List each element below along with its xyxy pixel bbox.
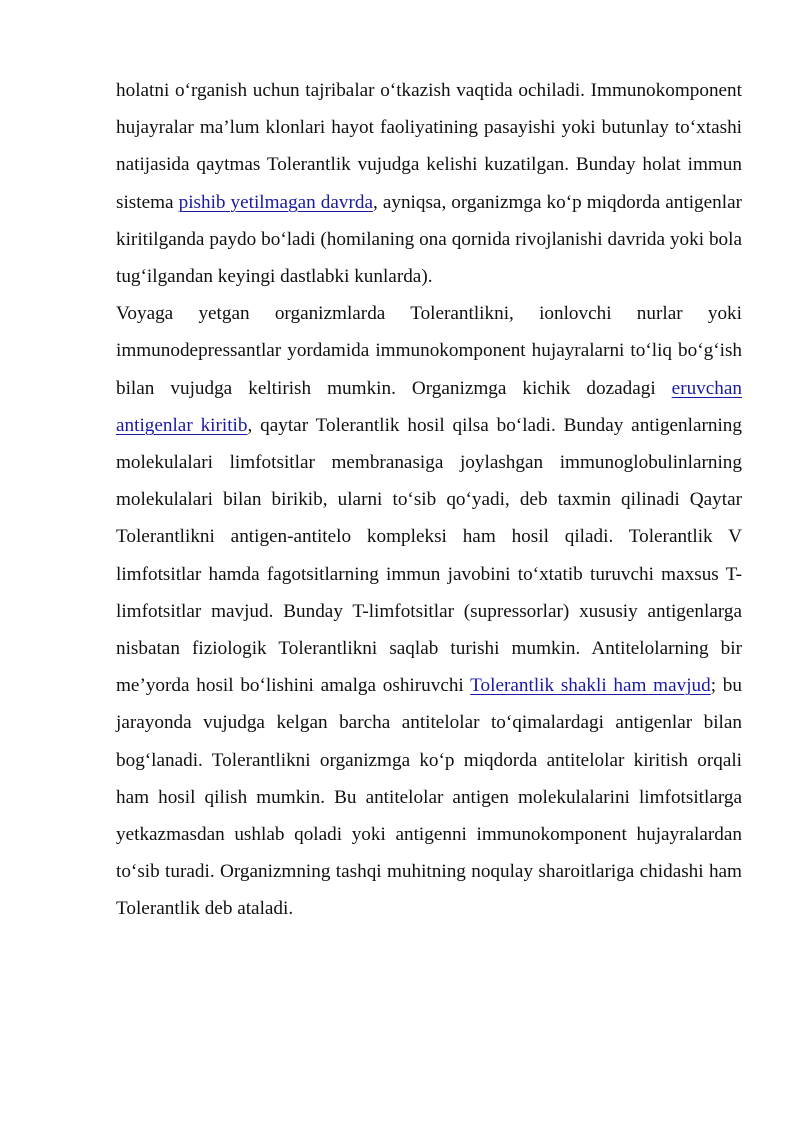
paragraph-2-text-3: ; bu jarayonda vujudga kelgan barcha antitelolar to‘qimalardagi antigenlar bilan bog‘lanadi. Tolerantlikni organizmga ko‘p miqdorda antitelolar kiritish orqali ham hosil qilish mumkin. Bu antitelolar antigen molekulalarini limfotsitlarga yetkazmasdan ushlab qoladi yoki antigenni immunokomponent hujayralardan to‘sib turadi. Organizmning tashqi muhitning noqulay sharoitlariga chidashi ham Tolerantlik deb ataladi. <box>116 675 742 920</box>
paragraph-2 <box>116 295 742 927</box>
paragraph-1-text-1: holatni o‘rganish uchun tajribalar o‘tkazish vaqtida ochiladi. Immunokomponent hujayralar ma’lum klonlari hayot faoliyatining pasayishi yoki butunlay to‘xtashi natijasida qaytmas Tolerantlik vujudga kelishi kuzatilgan. Bunday holat immun sistema <box>116 80 742 213</box>
link-pishib-yetilmagan-davrda[interactable]: pishib yetilmagan davrda <box>178 191 374 213</box>
document-page <box>116 72 742 928</box>
paragraph-2-text-1: Voyaga yetgan organizmlarda Tolerantlikni, ionlovchi nurlar yoki immunodepressantlar yordamida immunokomponent hujayralarni to‘liq bo‘g‘ish bilan vujudga keltirish mumkin. Organizmga kichik dozadagi <box>116 303 742 399</box>
paragraph-1 <box>116 72 742 295</box>
link-tolerantlik-shakli-ham-mavjud[interactable]: Tolerantlik shakli ham mavjud <box>470 675 711 697</box>
link-eruvchan-antigenlar-kiritib[interactable]: eruvchan antigenlar kiritib <box>116 377 742 436</box>
paragraph-1-text-2: , ayniqsa, organizmga ko‘p miqdorda antigenlar kiritilganda paydo bo‘ladi (homilaning ona qornida rivojlanishi davrida yoki bola tug‘ilgandan keyingi dastlabki kunlarda). <box>116 191 742 288</box>
paragraph-2-text-2: , qaytar Tolerantlik hosil qilsa bo‘ladi. Bunday antigenlarning molekulalari limfotsitlar membranasiga joylashgan immunoglobulinlarning molekulalari bilan birikib, ularni to‘sib qo‘yadi, deb taxmin qilinadi Qaytar Tolerantlikni antigen-antitelo kompleksi ham hosil qiladi. Tolerantlik V limfotsitlar hamda fagotsitlarning immun javobini to‘xtatib turuvchi maxsus T-limfotsitlar mavjud. Bunday T-limfotsitlar (supressorlar) xususiy antigenlarga nisbatan fiziologik Tolerantlikni saqlab turishi mumkin. Antitelolarning bir me’yorda hosil bo‘lishini amalga oshiruvchi <box>116 414 742 697</box>
